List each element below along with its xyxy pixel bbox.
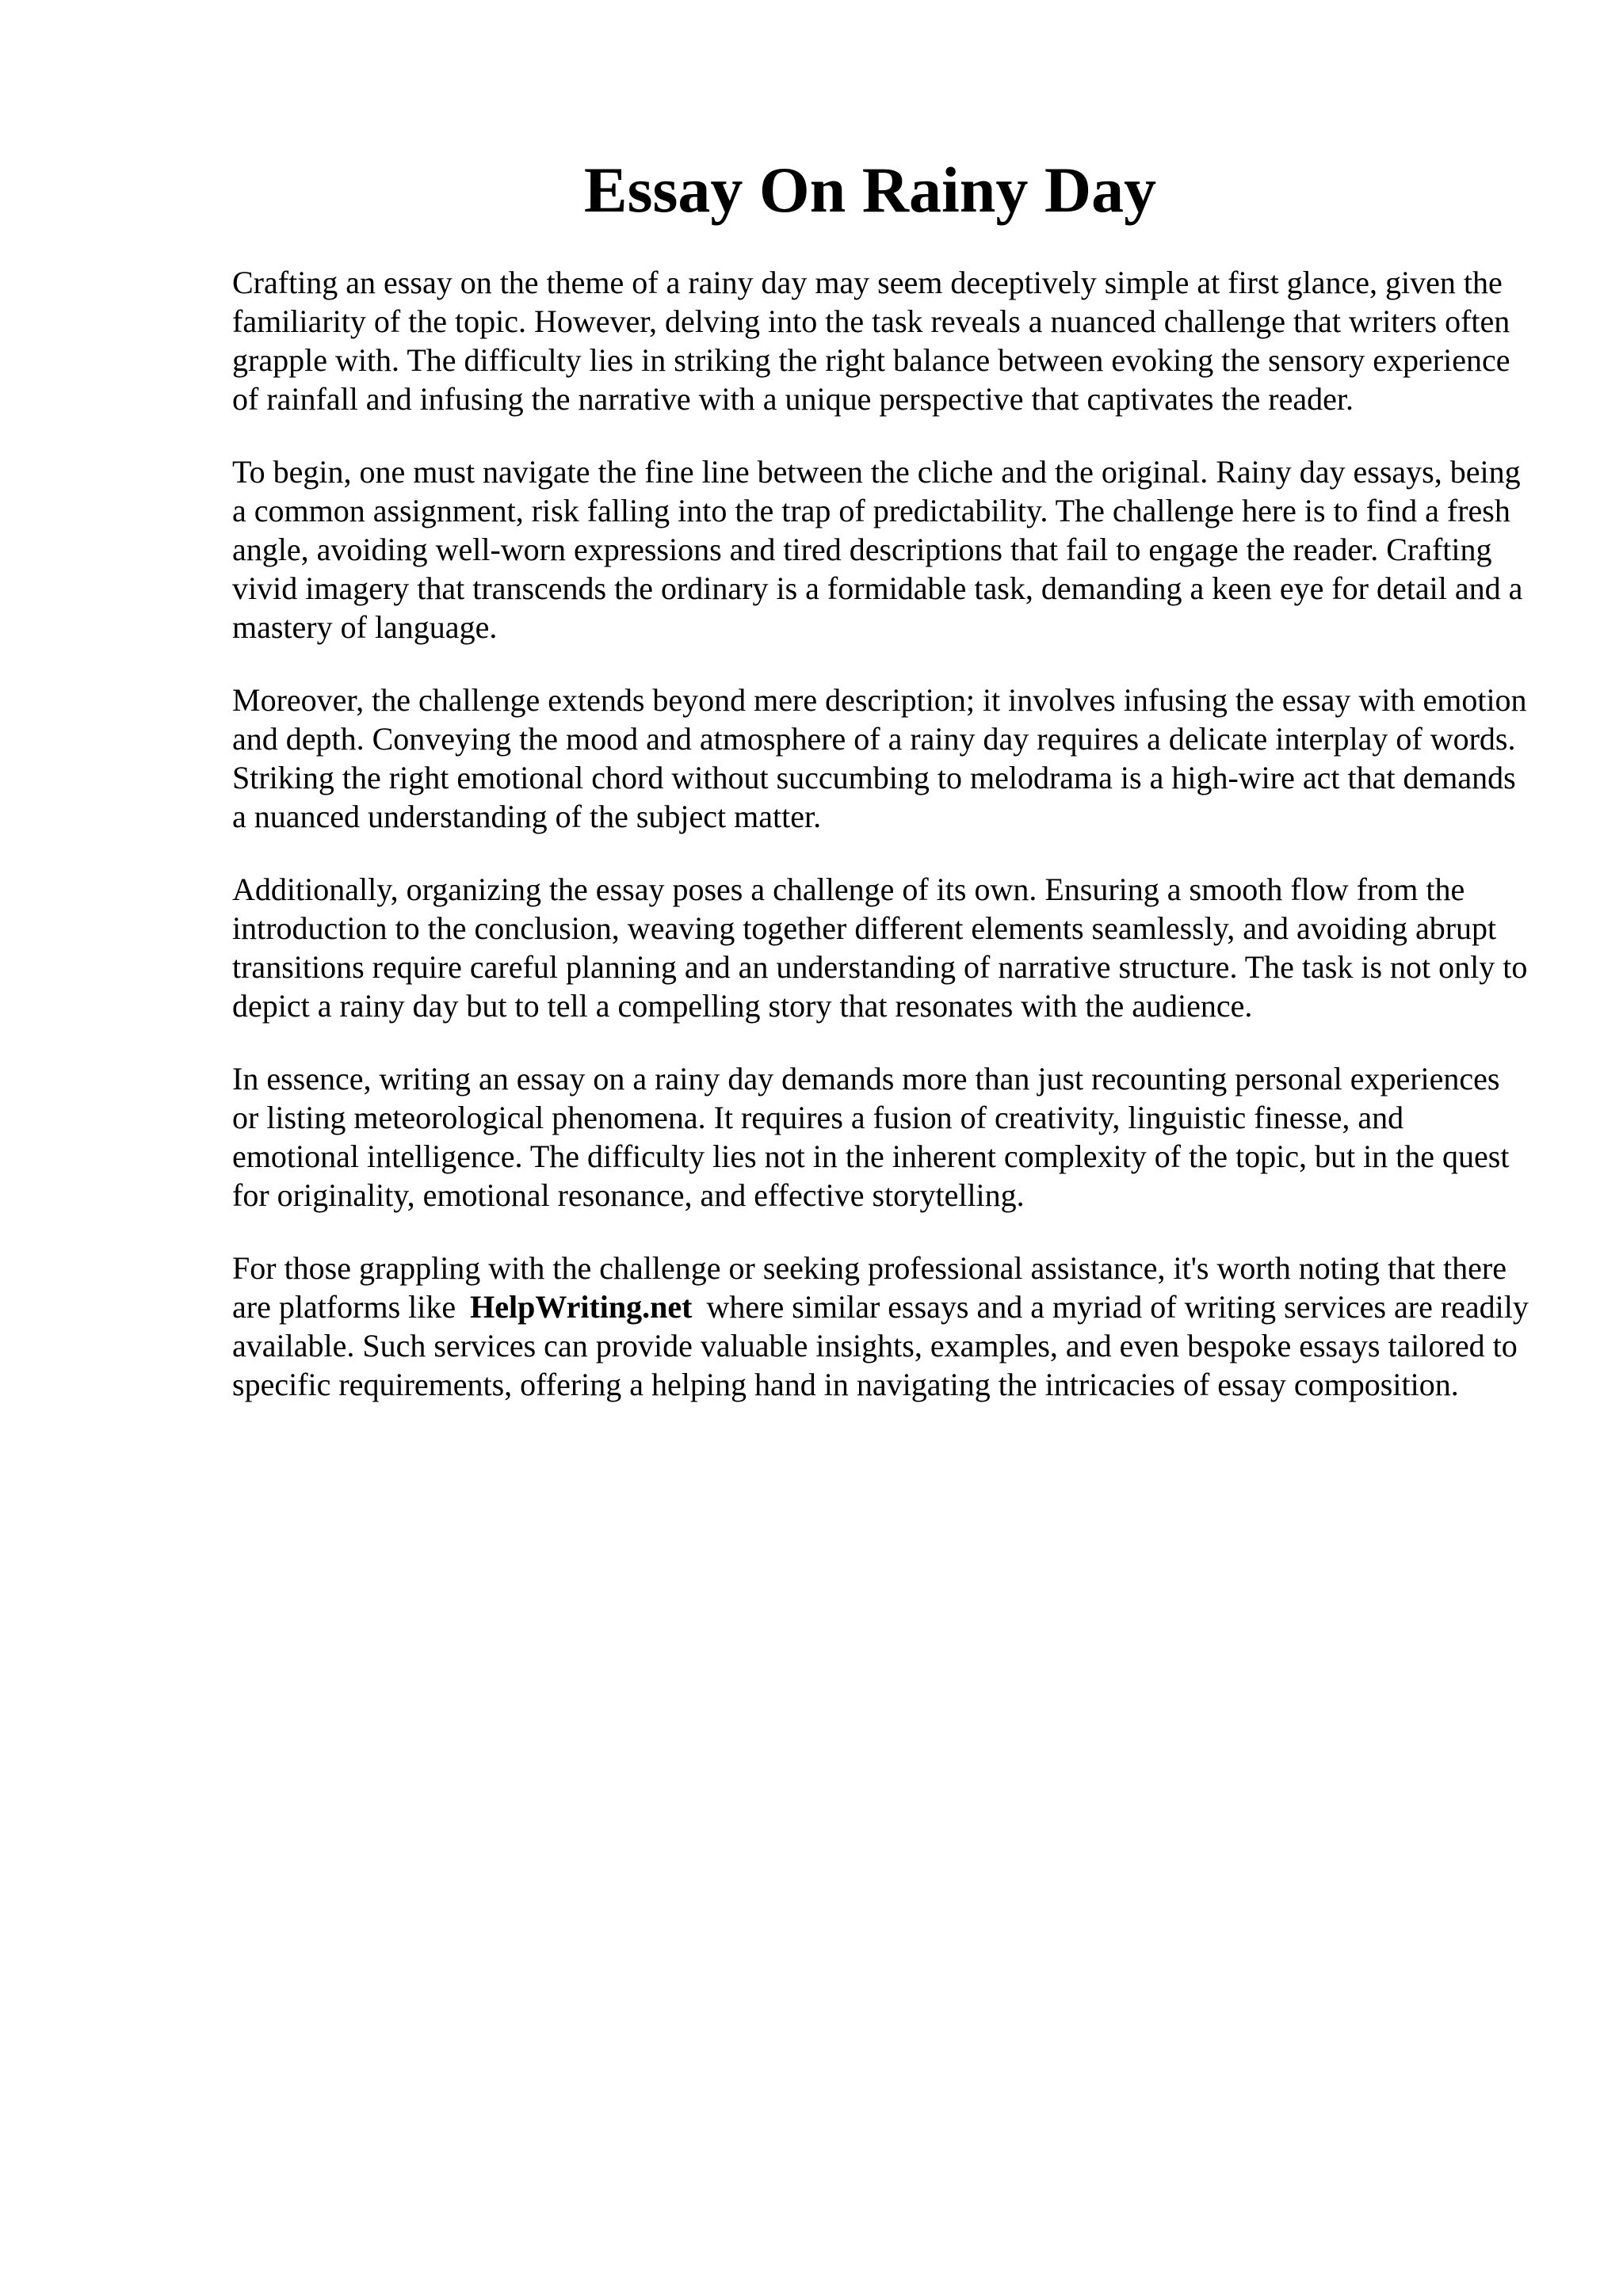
paragraph-2: To begin, one must navigate the fine line between the cliche and the original. Rainy day essays, being a common assignment, risk falling into the trap of predictability. The challenge here is to find a fresh angle, avoiding well-worn expressions and tired descriptions that fail to engage the reader. Crafting vivid imagery that transcends the ordinary is a formidable task, demanding a keen eye for detail and a mastery of language. [232, 454, 1523, 645]
helpwriting-link[interactable]: HelpWriting.net [470, 1289, 693, 1325]
closing-text-before-link: For those grappling with the challenge or seeking professional assistance, it's worth noting that there are platforms like [232, 1250, 1507, 1325]
essay-body [232, 263, 1532, 1404]
closing-text-after-link: where similar essays and a myriad of writing services are readily available. Such services can provide valuable insights, examples, and even bespoke essays tailored to specific requirements, offering a helping hand in navigating the intricacies of essay composition. [232, 1289, 1529, 1402]
paragraph-4: Additionally, organizing the essay poses a challenge of its own. Ensuring a smooth flow from the introduction to the conclusion, weaving together different elements seamlessly, and avoiding abrupt transitions require careful planning and an understanding of narrative structure. The task is not only to depict a rainy day but to tell a compelling story that resonates with the audience. [232, 871, 1528, 1024]
paragraph-1: Crafting an essay on the theme of a rainy day may seem deceptively simple at first glance, given the familiarity of the topic. However, delving into the task reveals a nuanced challenge that writers often grapple with. The difficulty lies in striking the right balance between evoking the sensory experience of rainfall and infusing the narrative with a unique perspective that captivates the reader. [232, 265, 1510, 417]
page-title: Essay On Rainy Day [583, 154, 1157, 226]
paragraph-6 [232, 1249, 1532, 1404]
paragraph-3: Moreover, the challenge extends beyond mere description; it involves infusing the essay with emotion and depth. Conveying the mood and atmosphere of a rainy day requires a delicate interplay of words. Striking the right emotional chord without succumbing to melodrama is a high-wire act that demands a nuanced understanding of the subject matter. [232, 682, 1527, 834]
paragraph-5: In essence, writing an essay on a rainy day demands more than just recounting personal experiences or listing meteorological phenomena. It requires a fusion of creativity, linguistic finesse, and emotional intelligence. The difficulty lies not in the inherent complexity of the topic, but in the quest for originality, emotional resonance, and effective storytelling. [232, 1061, 1510, 1213]
